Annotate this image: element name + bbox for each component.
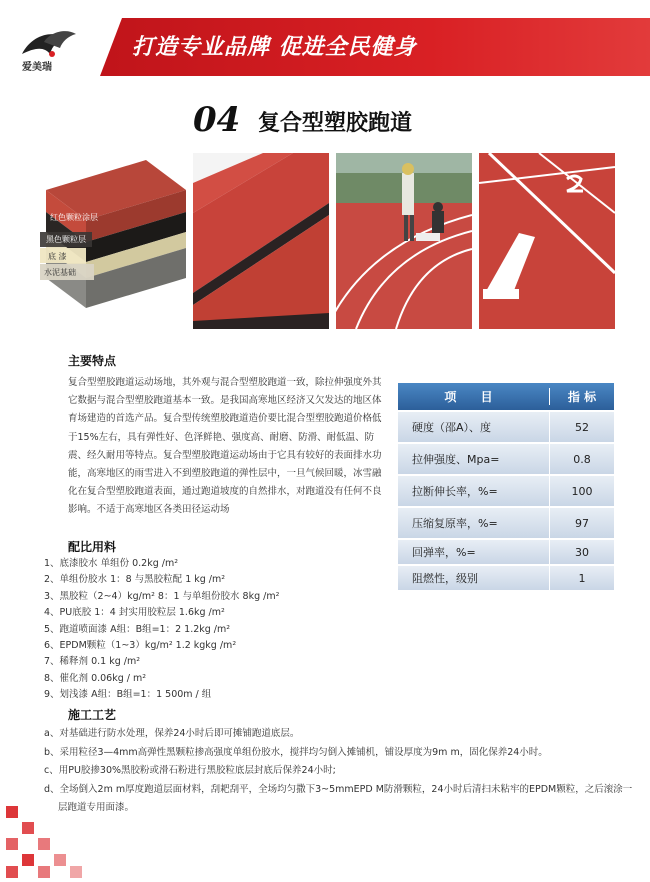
list-item: c、用PU胶掺30%黑胶粉或滑石粉进行黑胶粒底层封底后保养24小时; [44,765,336,776]
spec-value: 100 [571,484,593,498]
deco-square [6,838,18,850]
deco-square [38,838,50,850]
spec-value: 97 [575,516,589,530]
lane-number-image [479,153,615,329]
layer-label-red: 红色颗粒涂层 [50,213,98,222]
spec-table-header [398,383,614,410]
page-header [0,0,650,78]
construction-steps [44,725,634,818]
spec-header-value: 指 标 [567,390,597,404]
spec-row [398,508,614,538]
list-item: 4、PU底胶 1：4 封实用胶粒层 1.6kg /m² [44,607,225,619]
deco-square [54,854,66,866]
layer-label-black: 黑色颗粒层 [46,235,86,244]
list-item: 3、黑胶粒（2~4）kg/m² 8：1 与单组份胶水 8kg /m² [44,590,280,602]
deco-square [22,854,34,866]
materials-heading: 配比用料 [68,540,117,554]
list-item: b、采用粒径3—4mm高弹性黑颗粒掺高强度单组份胶水，搅拌均匀倒入摊铺机，铺设厚度为9m m，固化保养24小时。 [44,746,548,758]
list-item: 1、底漆胶水 单组份 0.2kg /m² [44,558,179,569]
features-text: 复合型塑胶跑道运动场地，其外观与混合型塑胶跑道一致，除拉伸强度外其它数据与混合型塑胶跑道基本一致。是我国高寒地区经济又欠发达的地区体育场建造的首选产品。复合型传统塑胶跑道造价要比混合型塑胶跑道价格低于15%左右，具有弹性好、色泽鲜艳、强度高、耐磨、防滑、耐低温、防震、经久耐用等特点。复合型塑胶跑道运动场由于它具有较好的表面排水功能，高寒地区的雨雪进入不到塑胶跑道的弹性层中，一旦气候回暖，冰雪融化在复合型塑胶跑道表面，通过跑道坡度的自然排水，对跑道没有任何不良影响。不适于高寒地区各类田径运动场 [68,377,382,516]
section-number: 04 [193,100,241,140]
spec-value: 52 [575,420,589,434]
page-title: 复合型塑胶跑道 [258,111,413,136]
spec-row [398,444,614,474]
spec-item: 压缩复原率，%= [398,508,550,538]
spec-table [398,383,614,590]
spec-item: 阻燃性，级别 [398,566,550,590]
workers-installing-track-image [336,153,472,329]
deco-square [6,806,18,818]
features-heading: 主要特点 [68,354,117,368]
list-item: d、全场倒入2m m厚度跑道层面材料，刮耙刮平，全场均匀撒下3~5mmEPD M防滑颗粒，24小时后清扫未粘牢的EPDM颗粒，之后滚涂一层跑道专用面漆。 [44,783,633,813]
spec-item: 拉断伸长率，%= [398,476,550,506]
spec-item: 拉伸强度、Mpa= [398,444,550,474]
spec-row [398,412,614,442]
construction-heading: 施工工艺 [68,708,117,722]
track-surface-closeup-image [193,153,329,329]
list-item: a、对基础进行防水处理，保养24小时后即可摊铺跑道底层。 [44,728,300,739]
layer-label-concrete: 水泥基础 [44,268,76,277]
list-item: 8、催化剂 0.06kg / m² [44,672,147,684]
brand-name: 爱美瑞 [22,62,52,73]
spec-item: 回弹率，%= [398,540,550,564]
list-item: 7、稀释剂 0.1 kg /m² [44,656,141,668]
list-item: 6、EPDM颗粒（1~3）kg/m² 1.2 kgkg /m² [44,640,237,652]
spec-value: 30 [575,545,589,559]
layer-label-primer: 底 漆 [48,252,67,261]
spec-value: 0.8 [573,452,591,466]
spec-item: 硬度（邵A）、度 [398,412,550,442]
layer-cross-section-image [36,150,186,320]
spec-header-item: 项 目 [398,388,550,405]
materials-list [44,556,279,704]
deco-square [70,866,82,878]
spec-row [398,540,614,564]
list-item: 5、跑道喷面漆 A组：B组=1：2 1.2kg /m² [44,623,231,635]
spec-value: 1 [578,571,586,585]
spec-row [398,476,614,506]
spec-row [398,566,614,590]
list-item: 2、单组份胶水 1：8 与黑胶粒配 1 kg /m² [44,574,226,586]
deco-square [22,822,34,834]
deco-square [38,866,50,878]
header-slogan: 打造专业品牌 促进全民健身 [132,35,417,60]
deco-square [6,866,18,878]
list-item: 9、划浅漆 A组：B组=1：1 500m / 组 [44,689,212,701]
